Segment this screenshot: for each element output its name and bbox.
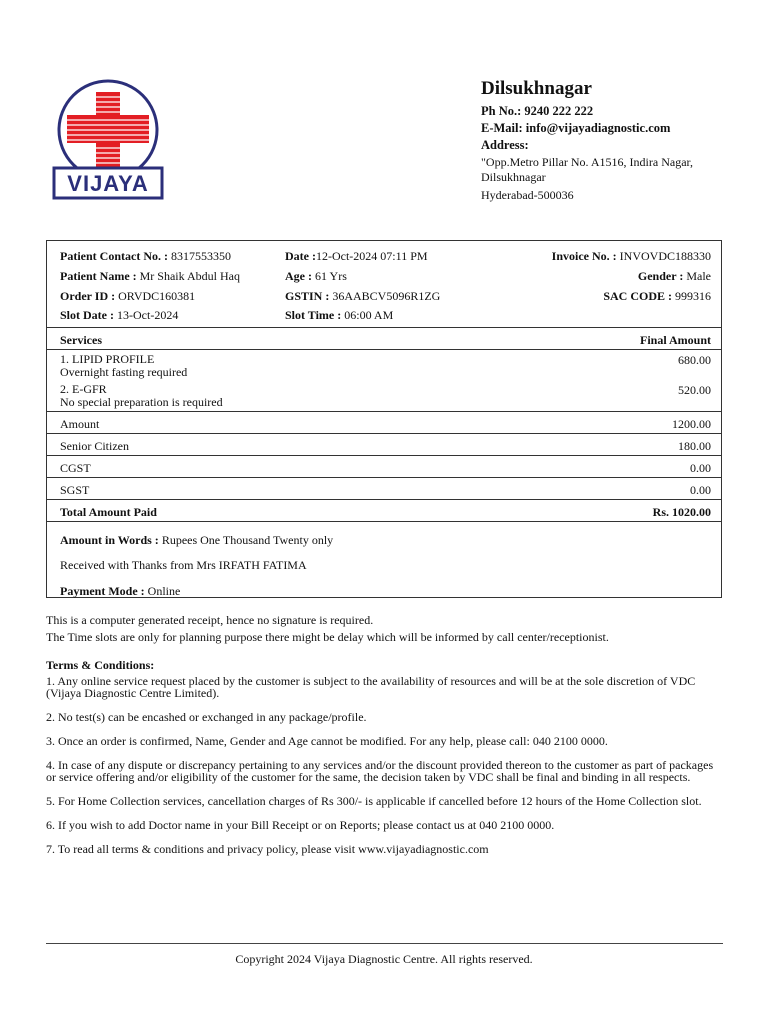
divider xyxy=(47,411,721,412)
senior-citizen-value: 180.00 xyxy=(678,439,711,453)
divider xyxy=(47,327,721,328)
service-item xyxy=(60,383,223,409)
term-item: 7. To read all terms & conditions and privacy policy, please visit www.vijayadiagnostic.com xyxy=(46,842,489,856)
cgst-label: CGST xyxy=(60,461,91,475)
service-name: 1. LIPID PROFILE xyxy=(60,352,155,366)
amount-label: Amount xyxy=(60,417,100,431)
phone-label: Ph No.: xyxy=(481,104,522,118)
order-id: Order ID : ORVDC160381 xyxy=(60,289,196,303)
patient-age: Age : 61 Yrs xyxy=(285,269,347,283)
slot-date: Slot Date : 13-Oct-2024 xyxy=(60,308,179,322)
term-item: 6. If you wish to add Doctor name in your Bill Receipt or on Reports; please contact us at 040 2100 0000. xyxy=(46,818,555,832)
amount-value: 1200.00 xyxy=(672,417,711,431)
terms-title: Terms & Conditions: xyxy=(46,658,155,672)
branch-address-line2: Dilsukhnagar xyxy=(481,170,546,184)
cgst-value: 0.00 xyxy=(690,461,711,475)
service-amount: 680.00 xyxy=(678,353,711,367)
branch-name: Dilsukhnagar xyxy=(481,78,592,99)
payment-mode: Payment Mode : Online xyxy=(60,584,181,598)
receipt-notes xyxy=(46,612,726,646)
gstin: GSTIN : 36AABCV5096R1ZG xyxy=(285,289,441,303)
service-amount: 520.00 xyxy=(678,383,711,397)
branch-email xyxy=(481,120,751,137)
red-cross-icon xyxy=(67,92,149,168)
email-value: info@vijayadiagnostic.com xyxy=(525,121,671,135)
term-item: 2. No test(s) can be encashed or exchanged in any package/profile. xyxy=(46,710,367,724)
service-note: Overnight fasting required xyxy=(60,365,188,379)
receipt-date: Date :12-Oct-2024 07:11 PM xyxy=(285,249,428,263)
divider xyxy=(47,433,721,434)
vijaya-logo xyxy=(52,78,164,200)
slot-time: Slot Time : 06:00 AM xyxy=(285,308,394,322)
total-paid-value: Rs. 1020.00 xyxy=(652,505,711,519)
sgst-value: 0.00 xyxy=(690,483,711,497)
amount-in-words: Amount in Words : Rupees One Thousand Twenty only xyxy=(60,533,334,547)
patient-gender: Gender : Male xyxy=(637,269,711,283)
service-note: No special preparation is required xyxy=(60,395,223,409)
patient-contact: Patient Contact No. : 8317553350 xyxy=(60,249,231,263)
total-paid-label: Total Amount Paid xyxy=(60,505,157,519)
term-item: 3. Once an order is confirmed, Name, Gender and Age cannot be modified. For any help, please call: 040 2100 0000. xyxy=(46,734,608,748)
sgst-label: SGST xyxy=(60,483,90,497)
final-amount-header: Final Amount xyxy=(639,333,711,347)
divider xyxy=(47,499,721,500)
email-label: E-Mail: xyxy=(481,121,523,135)
patient-name: Patient Name : Mr Shaik Abdul Haq xyxy=(60,269,240,283)
invoice-number: Invoice No. : INVOVDC188330 xyxy=(551,249,711,263)
note-line: This is a computer generated receipt, hence no signature is required. xyxy=(46,613,374,627)
sac-code: SAC CODE : 999316 xyxy=(603,289,711,303)
branch-phone xyxy=(481,103,751,120)
term-item: 5. For Home Collection services, cancellation charges of Rs 300/- is applicable if cancelled before 12 hours of the Home Collection slot. xyxy=(46,794,702,808)
services-header: Services xyxy=(60,333,102,347)
note-line: The Time slots are only for planning purpose there might be delay which will be informed by call center/receptionist. xyxy=(46,630,609,644)
divider xyxy=(47,477,721,478)
divider xyxy=(47,455,721,456)
terms-and-conditions xyxy=(46,657,726,867)
branch-address-label: Address: xyxy=(481,138,529,152)
divider xyxy=(47,521,721,522)
branch-address-line3: Hyderabad-500036 xyxy=(481,188,574,202)
term-item: 4. In case of any dispute or discrepancy pertaining to any services and/or the discount provided thereon to the customer as part of packages or service offering and/or eligibility of the customer for the same, the decision taken by VDC shall be final and binding in all respects. xyxy=(46,758,714,784)
copyright-text: Copyright 2024 Vijaya Diagnostic Centre. All rights reserved. xyxy=(235,952,533,966)
service-item xyxy=(60,353,187,379)
receipt-box xyxy=(46,240,722,598)
received-from: Received with Thanks from Mrs IRFATH FATIMA xyxy=(60,558,307,572)
divider xyxy=(47,349,721,350)
phone-value: 9240 222 222 xyxy=(524,104,594,118)
branch-address-line1: "Opp.Metro Pillar No. A1516, Indira Nagar, xyxy=(481,155,694,169)
branch-header xyxy=(481,78,751,202)
term-item: 1. Any online service request placed by the customer is subject to the availability of resources and will be at the sole discretion of VDC (Vijaya Diagnostic Centre Limited). xyxy=(46,674,696,700)
logo-text: VIJAYA xyxy=(67,171,149,196)
senior-citizen-label: Senior Citizen xyxy=(60,439,129,453)
footer-divider xyxy=(46,943,723,944)
service-name: 2. E-GFR xyxy=(60,382,107,396)
